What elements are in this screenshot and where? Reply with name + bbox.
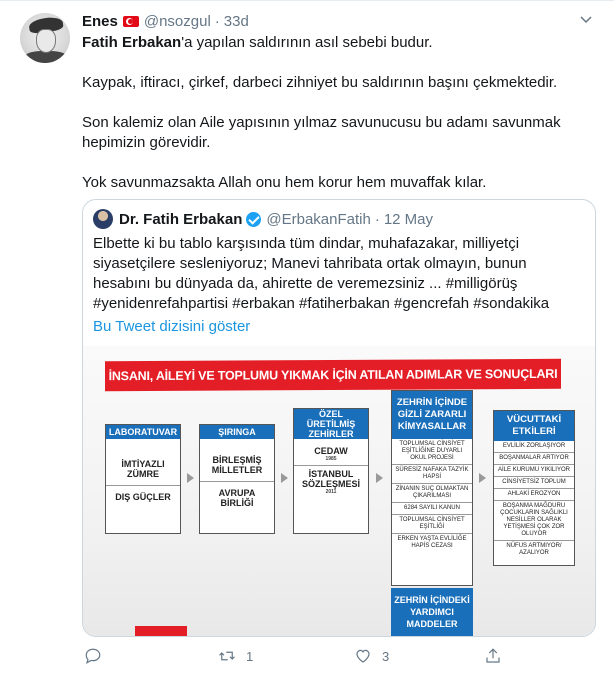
tweet-actions <box>82 647 596 671</box>
like-button[interactable] <box>354 647 389 665</box>
tweet-paragraph-4: Yok savunmazsakta Allah onu hem korur hem muvaffak kılar. <box>82 174 487 191</box>
column-header: ZEHRİN İÇİNDE GİZLİ ZARARLI KİMYASALLAR <box>392 391 472 439</box>
column-item: 6284 SAYILI KANUN <box>392 503 472 515</box>
author-handle[interactable]: @nsozgul <box>143 12 211 30</box>
infographic-column-gizli-kimyasallar <box>391 390 473 586</box>
quoted-tweet-image[interactable] <box>83 346 596 637</box>
column-item: AİLE KURUMU YIKILIYOR <box>494 465 574 477</box>
tweet-header <box>82 11 249 31</box>
author-name[interactable]: Enes <box>82 12 118 30</box>
column-body <box>294 439 368 498</box>
column-body <box>494 441 574 559</box>
quoted-tweet-timestamp: 12 May <box>383 210 434 228</box>
verified-badge-icon <box>246 212 261 227</box>
tweet-body <box>82 33 592 193</box>
quoted-author-handle: @ErbakanFatih <box>266 210 371 228</box>
column-item: SÜRESİZ NAFAKA TAZYİK HAPSİ <box>392 465 472 484</box>
retweet-count: 1 <box>246 648 254 664</box>
separator: · <box>374 210 380 228</box>
reply-button[interactable] <box>84 647 112 665</box>
column-item: NÜFUS ARTMIYOR/ AZALIYOR <box>506 543 562 556</box>
item-year: 2011 <box>325 489 337 495</box>
arrow-right-icon <box>376 473 383 483</box>
column-item: İMTİYAZLI ZÜMRE <box>106 453 180 486</box>
tweet-paragraph-3: Son kalemiz olan Aile yapısının yılmaz savunucusu bu adamı savunmak hepimizin görevidir. <box>82 114 561 151</box>
quoted-tweet-body: Elbette ki bu tablo karşısında tüm dindar, muhafazakar, milliyetçi siyasetçilere sesleniyoruz; Manevi tahribata ortak olmayın, bunun hesabını bu dünyada da, ahirette de veremezsiniz ... #milligörüş #yenidenrefahpartisi #erbakan #fatiherbakan #gencrefah #sondakika <box>93 235 550 312</box>
tweet-timestamp[interactable]: 33d <box>223 12 249 30</box>
quoted-author-name: Dr. Fatih Erbakan <box>119 210 243 228</box>
tweet-paragraph-1 <box>82 33 592 53</box>
arrow-right-icon <box>187 473 194 483</box>
item-label: İSTANBUL SÖZLEŞMESİ <box>301 469 360 489</box>
column-body <box>392 439 472 552</box>
column-item <box>294 466 368 498</box>
quoted-tweet[interactable] <box>82 199 596 637</box>
tweet-paragraph-2: Kaypak, iftiracı, çirkef, darbeci zihniyet bu saldırının başını çekmektedir. <box>82 74 558 91</box>
column-header: VÜCUTTAKİ ETKİLERİ <box>494 411 574 441</box>
like-count: 3 <box>382 648 390 664</box>
reply-icon <box>84 647 102 665</box>
column-header: ŞIRINGA <box>200 425 274 439</box>
chevron-down-icon[interactable] <box>580 15 592 25</box>
infographic-column-vucuttaki-etkileri <box>493 410 575 566</box>
column-header: ÖZEL ÜRETİLMİŞ ZEHİRLER <box>294 409 368 439</box>
show-thread-link[interactable]: Bu Tweet dizisini göster <box>93 318 251 335</box>
column-header: LABORATUVAR <box>106 425 180 439</box>
column-item: EVLİLİK ZORLAŞIYOR <box>494 441 574 453</box>
mention-bold: Fatih Erbakan <box>82 34 182 51</box>
arrow-right-icon <box>281 473 288 483</box>
quoted-author-avatar <box>93 209 113 229</box>
column-item: BOŞANMALAR ARTIYOR <box>494 453 574 465</box>
infographic-banner: İNSANI, AİLEYİ VE TOPLUMU YIKMAK İÇİN ATILAN ADIMLAR VE SONUÇLARI <box>105 359 561 391</box>
column-body <box>106 439 180 508</box>
column-item: BİRLEŞMİŞ MİLLETLER <box>200 449 274 482</box>
infographic-column-siringa <box>199 424 275 534</box>
column-item: CİNSİYETSİZ TOPLUM <box>494 477 574 489</box>
retweet-icon <box>218 647 236 665</box>
infographic-extra-box: ZEHRİN İÇİNDEKİ YARDIMCI MADDELER <box>391 588 473 637</box>
column-item: ZİNANIN SUÇ OLMAKTAN ÇIKARILMASI <box>392 484 472 503</box>
item-year: 1985 <box>325 456 337 462</box>
share-button[interactable] <box>484 647 512 665</box>
retweet-button[interactable] <box>218 647 253 665</box>
item-label: CEDAW <box>314 446 348 456</box>
column-item: AVRUPA BİRLİĞİ <box>218 488 256 508</box>
column-item <box>294 443 368 466</box>
tweet-text: 'a yapılan saldırının asıl sebebi budur. <box>181 34 433 51</box>
red-logo-tab <box>135 626 187 637</box>
share-icon <box>484 647 502 665</box>
column-item: TOPLUMSAL CİNSİYET EŞİTLİĞİNE DUYARLI OKUL PROJESİ <box>392 439 472 465</box>
infographic-column-laboratuvar <box>105 424 181 534</box>
heart-icon <box>354 647 372 665</box>
separator: · <box>214 12 220 30</box>
column-item: ERKEN YAŞTA EVLİLİĞE HAPİS CEZASI <box>397 536 467 549</box>
author-avatar[interactable] <box>20 13 70 63</box>
column-body <box>200 439 274 514</box>
column-item: DIŞ GÜÇLER <box>115 492 171 502</box>
arrow-right-icon <box>479 473 486 483</box>
avatar-face-shape <box>36 29 56 53</box>
column-item: AHLAKİ EROZYON <box>494 489 574 501</box>
column-item: TOPLUMSAL CİNSİYET EŞİTLİĞİ <box>392 515 472 534</box>
column-item: BOŞANMA MAĞDURU ÇOCUKLARIN SAĞLIKLI NESİLLER OLARAK YETİŞMESİ ÇOK ZOR OLUYOR <box>494 501 574 541</box>
infographic-column-ozel-zehirler <box>293 408 369 534</box>
quoted-tweet-header <box>93 209 433 229</box>
turkey-flag-icon <box>123 16 139 27</box>
